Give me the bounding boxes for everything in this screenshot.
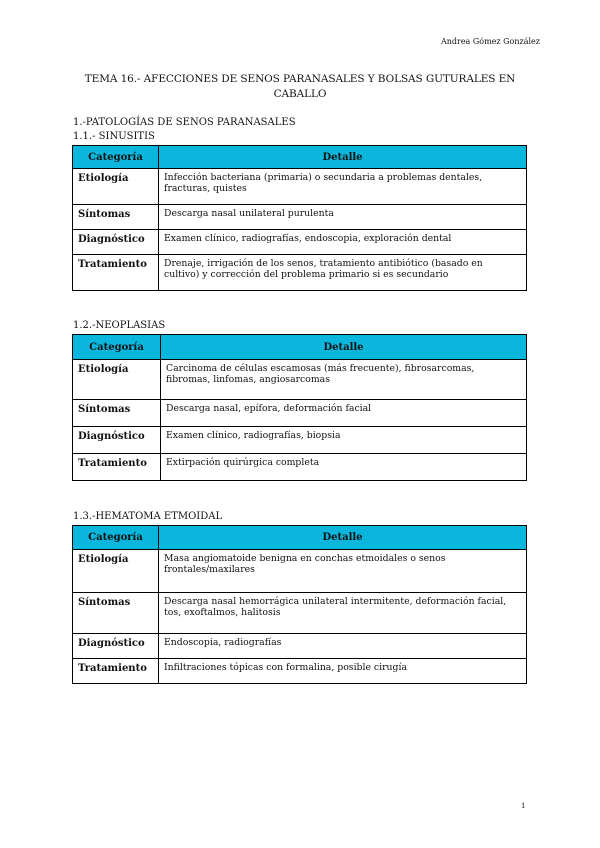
subsection-heading-hematoma: 1.3.-HEMATOMA ETMOIDAL	[73, 511, 223, 522]
row-detail: Drenaje, irrigación de los senos, tratamiento antibiótico (basado en cultivo) y corrección del problema primario si es secundario	[159, 255, 527, 291]
row-category: Diagnóstico	[73, 634, 159, 659]
row-detail: Descarga nasal unilateral purulenta	[159, 205, 527, 230]
header-category: Categoría	[73, 335, 161, 360]
author-name: Andrea Gómez González	[440, 37, 540, 46]
row-category: Etiología	[73, 550, 159, 593]
row-category: Diagnóstico	[73, 427, 161, 454]
row-detail: Infección bacteriana (primaria) o secundaria a problemas dentales, fracturas, quistes	[159, 169, 527, 205]
row-category: Síntomas	[73, 400, 161, 427]
row-detail: Extirpación quirúrgica completa	[161, 454, 527, 481]
table-sinusitis	[72, 145, 527, 291]
row-detail: Infiltraciones tópicas con formalina, posible cirugía	[159, 659, 527, 684]
row-category: Tratamiento	[73, 454, 161, 481]
row-detail: Masa angiomatoide benigna en conchas etmoidales o senos frontales/maxilares	[159, 550, 527, 593]
header-detail: Detalle	[161, 335, 527, 360]
row-category: Síntomas	[73, 593, 159, 634]
section-heading-1: 1.-PATOLOGÍAS DE SENOS PARANASALES	[73, 117, 296, 128]
header-category: Categoría	[73, 526, 159, 550]
row-category: Síntomas	[73, 205, 159, 230]
row-category: Diagnóstico	[73, 230, 159, 255]
header-detail: Detalle	[159, 146, 527, 169]
row-category: Tratamiento	[73, 659, 159, 684]
row-detail: Carcinoma de células escamosas (más frecuente), fibrosarcomas, fibromas, linfomas, angiosarcomas	[161, 360, 527, 400]
row-detail: Descarga nasal hemorrágica unilateral intermitente, deformación facial, tos, exoftalmos, halitosis	[159, 593, 527, 634]
row-detail: Examen clínico, radiografías, endoscopia, exploración dental	[159, 230, 527, 255]
row-category: Tratamiento	[73, 255, 159, 291]
row-detail: Endoscopia, radiografías	[159, 634, 527, 659]
row-detail: Descarga nasal, epífora, deformación facial	[161, 400, 527, 427]
page-number: 1	[521, 802, 526, 810]
row-category: Etiología	[73, 360, 161, 400]
table-hematoma	[72, 525, 527, 684]
subsection-heading-neoplasias: 1.2.-NEOPLASIAS	[73, 320, 166, 331]
header-category: Categoría	[73, 146, 159, 169]
subsection-heading-sinusitis: 1.1.- SINUSITIS	[73, 131, 155, 142]
table-neoplasias	[72, 334, 527, 481]
header-detail: Detalle	[159, 526, 527, 550]
document-title: TEMA 16.- AFECCIONES DE SENOS PARANASALES Y BOLSAS GUTURALES EN CABALLO	[84, 73, 516, 100]
row-category: Etiología	[73, 169, 159, 205]
row-detail: Examen clínico, radiografías, biopsia	[161, 427, 527, 454]
